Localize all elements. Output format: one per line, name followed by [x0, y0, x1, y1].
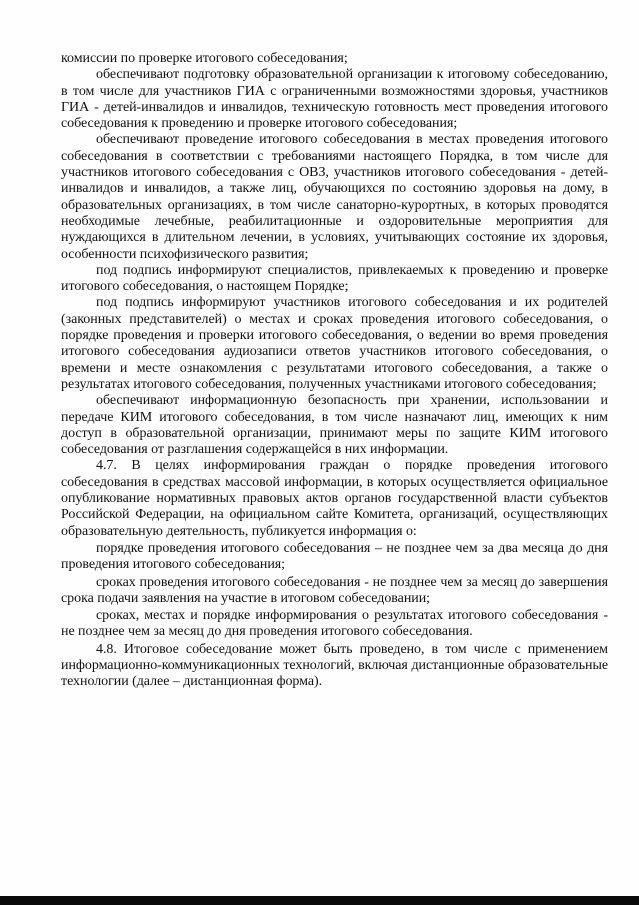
section-4-8: 4.8. Итоговое собеседование может быть проведено, в том числе с применением информационно-коммуникационных технологий, включая дистанционные образовательные технологии (далее – дистанционная форма). — [61, 641, 608, 690]
paragraph-6: обеспечивают информационную безопасность при хранении, использовании и передаче КИМ итогового собеседования, в том числе назначают лиц, имеющих к ним доступ в образовательной организации, принимают меры по защите КИМ итогового собеседования от разглашения содержащейся в них информации. — [61, 393, 608, 458]
section-4-7: 4.7. В целях информирования граждан о порядке проведения итогового собеседования в средствах массовой информации, в которых осуществляется официальное опубликование нормативных правовых актов органов государственной власти субъектов Российской Федерации, на официальном сайте Комитета, организаций, осуществляющих образовательную деятельность, публикуется информация о: — [61, 458, 608, 539]
paragraph-8: порядке проведения итогового собеседования – не позднее чем за два месяца до дня проведения итогового собеседования; — [61, 540, 608, 573]
paragraph-1: комиссии по проверке итогового собеседования; — [61, 51, 348, 66]
paragraph-10: сроках, местах и порядке информирования о результатах итогового собеседования - не позднее чем за месяц до дня проведения итогового собеседования. — [61, 608, 608, 640]
paragraph-5: под подпись информируют участников итогового собеседования и их родителей (законных представителей) о местах и сроках проведения итогового собеседования, о порядке проведения и проверки итогового собеседования, о ведении во время проведения итогового собеседования аудиозаписи ответов участников итогового собеседования, о времени и месте ознакомления с результатами итогового собеседования, а также о результатах итогового собеседования, полученных участниками итогового собеседования; — [61, 295, 608, 392]
paragraph-9: сроках проведения итогового собеседования - не позднее чем за месяц до завершения срока подачи заявления на участие в итоговом собеседовании; — [61, 574, 608, 606]
document-body — [61, 51, 608, 691]
scan-bottom-edge — [0, 896, 639, 905]
paragraph-3: обеспечивают проведение итогового собеседования в местах проведения итогового собеседования в соответствии с требованиями настоящего Порядка, в том числе для участников итогового собеседования с ОВЗ, участников итогового собеседования - детей-инвалидов и инвалидов, а также лиц, обучающихся по состоянию здоровья на дому, в образовательных организациях, в том числе санаторно-курортных, в которых проводятся необходимые лечебные, реабилитационные и оздоровительные мероприятия для нуждающихся в длительном лечении, в условиях, учитывающих состояние их здоровья, особенности психофизического развития; — [61, 132, 608, 262]
paragraph-2: обеспечивают подготовку образовательной организации к итоговому собеседованию, в том числе для участников ГИА с ограниченными возможностями здоровья, участников ГИА - детей-инвалидов и инвалидов, техническую готовность мест проведения итогового собеседования к проведению и проверке итогового собеседования; — [61, 67, 608, 132]
paragraph-4: под подпись информируют специалистов, привлекаемых к проведению и проверке итогового собеседования, о настоящем Порядке; — [61, 262, 608, 295]
